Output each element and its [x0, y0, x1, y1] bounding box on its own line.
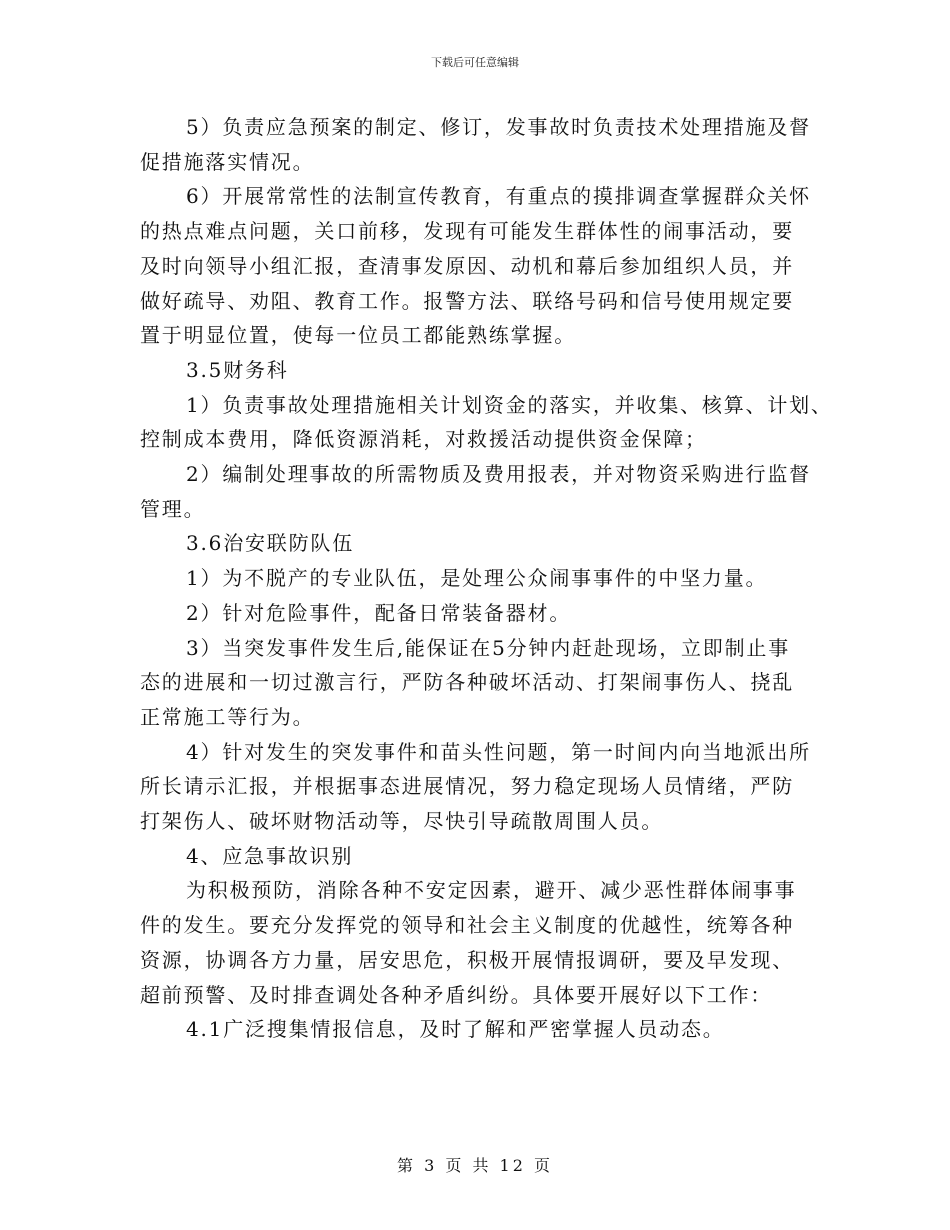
text-line: 3.6治安联防队伍: [186, 531, 355, 556]
text-line: 3.5财务科: [186, 357, 289, 382]
text-line: 管理。: [140, 496, 206, 521]
page-footer: [0, 1153, 950, 1176]
text-line: 件的发生。要充分发挥党的领导和社会主义制度的优越性，统筹各种: [140, 913, 794, 938]
text-line: 的热点难点问题，关口前移，发现有可能发生群体性的闹事活动，要: [140, 219, 794, 244]
text-line: 4、应急事故识别: [186, 843, 354, 868]
text-line: 做好疏导、劝阻、教育工作。报警方法、联络号码和信号使用规定要: [140, 288, 794, 313]
footer-suffix: 页: [534, 1156, 554, 1175]
footer-page-number: 3: [424, 1156, 438, 1175]
footer-prefix: 第: [396, 1156, 416, 1175]
text-line: 6）开展常常性的法制宣传教育，有重点的摸排调查掌握群众关怀: [186, 184, 811, 209]
text-line: 超前预警、及时排查调处各种矛盾纠纷。具体要开展好以下工作：: [140, 982, 773, 1007]
text-line: 3）当突发事件发生后,能保证在5分钟内赶赴现场，立即制止事: [186, 635, 791, 660]
text-line: 1）为不脱产的专业队伍，是处理公众闹事事件的中坚力量。: [186, 566, 768, 591]
footer-middle: 页 共: [445, 1156, 492, 1175]
text-line: 态的进展和一切过激言行，严防各种破坏活动、打架闹事伤人、挠乱: [140, 670, 794, 695]
text-line: 控制成本费用，降低资源消耗，对救援活动提供资金保障；: [140, 427, 707, 452]
text-line: 2）编制处理事故的所需物质及费用报表，并对物资采购进行监督: [186, 462, 811, 487]
text-line: 2）针对危险事件，配备日常装备器材。: [186, 600, 572, 625]
text-line: 资源，协调各方力量，居安思危，积极开展情报调研，要及早发现、: [140, 947, 794, 972]
page-header: 下载后可任意编辑: [431, 56, 519, 69]
text-line: 打架伤人、破坏财物活动等，尽快引导疏散周围人员。: [140, 809, 664, 834]
document-body: [140, 110, 833, 1047]
text-line: 5）负责应急预案的制定、修订，发事故时负责技术处理措施及督: [186, 115, 811, 139]
text-line: 置于明显位置，使每一位员工都能熟练掌握。: [140, 323, 576, 348]
footer-total-pages: 12: [499, 1156, 526, 1175]
text-line: 4）针对发生的突发事件和苗头性问题，第一时间内向当地派出所: [186, 739, 811, 764]
text-line: 4.1广泛搜集情报信息，及时了解和严密掌握人员动态。: [186, 1017, 725, 1042]
text-line: 正常施工等行为。: [140, 704, 315, 729]
text-line: 所长请示汇报，并根据事态进展情况，努力稳定现场人员情绪，严防: [140, 774, 794, 799]
text-line: 促措施落实情况。: [140, 149, 315, 174]
text-line: 1）负责事故处理措施相关计划资金的落实，并收集、核算、计划、: [186, 392, 833, 417]
text-line: 为积极预防，消除各种不安定因素，避开、减少恶性群体闹事事: [186, 878, 797, 903]
text-line: 及时向领导小组汇报，查清事发原因、动机和幕后参加组织人员，并: [140, 253, 794, 278]
